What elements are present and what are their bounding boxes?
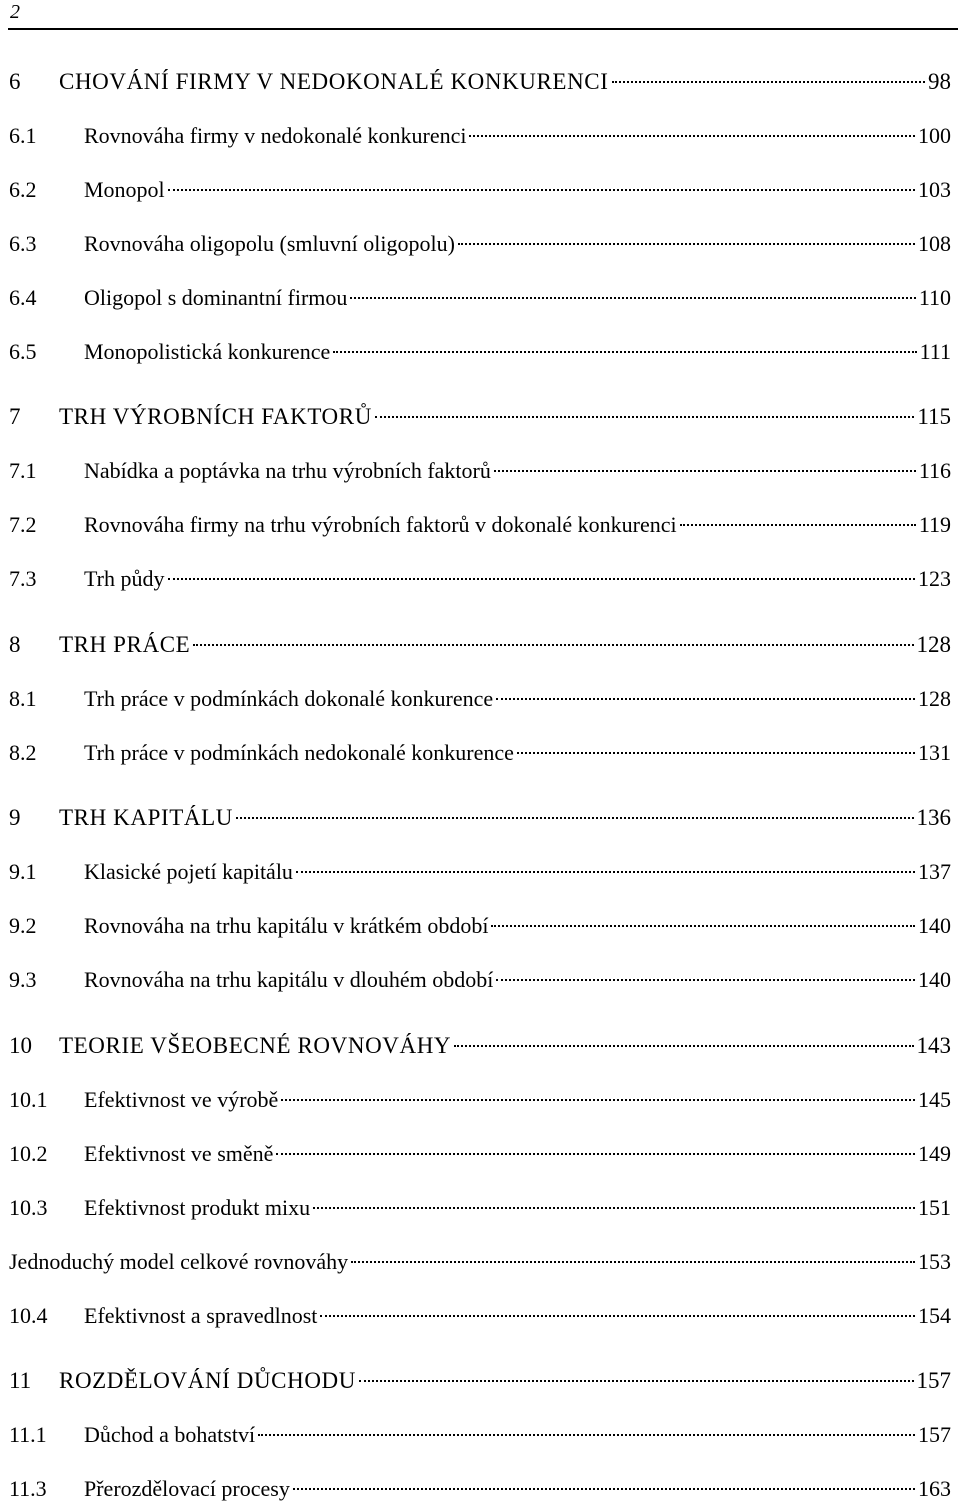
toc-entry-page: 116 — [918, 458, 951, 483]
toc-entry[interactable] — [9, 510, 951, 540]
toc-entry-page: 153 — [918, 1249, 951, 1274]
toc-entry-title: Trh půdy — [84, 566, 165, 591]
toc-entry-title: Rovnováha firmy v nedokonalé konkurenci — [84, 123, 467, 148]
toc-entry-title: Efektivnost ve směně — [84, 1141, 274, 1166]
toc-entry-page: 151 — [918, 1195, 951, 1220]
toc-entry-page: 149 — [918, 1141, 951, 1166]
toc-dot-leader — [313, 1207, 915, 1209]
toc-entry-title: Rovnováha oligopolu (smluvní oligopolu) — [84, 231, 455, 256]
toc-entry-number: 7.2 — [9, 512, 37, 537]
toc-entry-number: 9.1 — [9, 859, 37, 884]
toc-entry-page: 119 — [918, 512, 951, 537]
toc-dot-leader — [494, 470, 916, 472]
toc-entry-title: Oligopol s dominantní firmou — [84, 285, 348, 310]
toc-entry-title: Rovnováha na trhu kapitálu v dlouhém období — [84, 967, 494, 992]
toc-entry-page: 154 — [918, 1303, 951, 1328]
toc-entry[interactable] — [9, 1301, 951, 1331]
toc-entry[interactable] — [9, 456, 951, 486]
toc-entry-number: 6.1 — [9, 123, 37, 148]
toc-dot-leader — [359, 1380, 914, 1382]
toc-dot-leader — [351, 1261, 915, 1263]
toc-entry-title: Rovnováha firmy na trhu výrobních faktorů v dokonalé konkurenci — [84, 512, 677, 537]
toc-entry-number: 9.2 — [9, 913, 37, 938]
toc-entry-page: 163 — [918, 1476, 951, 1501]
toc-dot-leader — [193, 644, 913, 646]
toc-dot-leader — [281, 1099, 915, 1101]
toc-dot-leader — [168, 189, 915, 191]
toc-entry-number: 10.2 — [9, 1141, 48, 1166]
toc-entry-number: 9 — [9, 805, 21, 830]
toc-entry-number: 6.3 — [9, 231, 37, 256]
toc-dot-leader — [276, 1153, 915, 1155]
toc-entry[interactable] — [9, 283, 951, 313]
toc-entry[interactable] — [9, 738, 951, 768]
toc-entry-title: Přerozdělovací procesy — [84, 1476, 290, 1501]
toc-entry-title: TRH VÝROBNÍCH FAKTORŮ — [59, 404, 372, 429]
toc-entry-number: 6.4 — [9, 285, 37, 310]
toc-entry-page: 103 — [918, 177, 951, 202]
toc-entry[interactable] — [9, 1247, 951, 1277]
toc-entry-title: Efektivnost a spravedlnost — [84, 1303, 318, 1328]
toc-entry[interactable] — [9, 630, 951, 660]
toc-entry[interactable] — [9, 229, 951, 259]
toc-entry[interactable] — [9, 175, 951, 205]
toc-entry-number: 9.3 — [9, 967, 37, 992]
toc-entry-page: 100 — [918, 123, 951, 148]
toc-entry-number: 11.3 — [9, 1476, 47, 1501]
toc-dot-leader — [258, 1434, 915, 1436]
toc-entry-page: 128 — [916, 632, 951, 657]
toc-entry-number: 10 — [9, 1033, 32, 1058]
toc-entry-number: 8.2 — [9, 740, 37, 765]
toc-entry-number: 6 — [9, 69, 21, 94]
toc-entry-number: 6.5 — [9, 339, 37, 364]
toc-entry[interactable] — [9, 965, 951, 995]
toc-entry[interactable] — [9, 67, 951, 97]
toc-entry-number: 7.1 — [9, 458, 37, 483]
toc-dot-leader — [320, 1315, 915, 1317]
toc-dot-leader — [496, 698, 915, 700]
toc-entry-number: 7 — [9, 404, 21, 429]
toc-entry-page: 143 — [916, 1033, 951, 1058]
toc-dot-leader — [350, 297, 915, 299]
toc-dot-leader — [168, 578, 916, 580]
toc-entry[interactable] — [9, 1420, 951, 1450]
toc-dot-leader — [612, 81, 926, 83]
toc-entry-number: 6.2 — [9, 177, 37, 202]
toc-entry-page: 140 — [918, 913, 951, 938]
toc-dot-leader — [375, 416, 914, 418]
toc-entry[interactable] — [9, 564, 951, 594]
page-number: 2 — [10, 1, 20, 23]
toc-entry[interactable] — [9, 1474, 951, 1504]
toc-entry-title: TEORIE VŠEOBECNÉ ROVNOVÁHY — [59, 1033, 452, 1058]
toc-entry-page: 108 — [918, 231, 951, 256]
toc-entry-page: 157 — [918, 1422, 951, 1447]
toc-entry-page: 98 — [928, 69, 951, 94]
toc-entry-title: Nabídka a poptávka na trhu výrobních faktorů — [84, 458, 491, 483]
toc-entry-title: Monopolistická konkurence — [84, 339, 331, 364]
toc-entry-title: Trh práce v podmínkách dokonalé konkurence — [84, 686, 494, 711]
toc-entry-title: Jednoduchý model celkové rovnováhy — [9, 1249, 349, 1274]
toc-entry-page: 137 — [918, 859, 951, 884]
toc-entry-page: 111 — [919, 339, 951, 364]
toc-entry-page: 128 — [918, 686, 951, 711]
toc-entry-page: 140 — [918, 967, 951, 992]
toc-entry-number: 11.1 — [9, 1422, 47, 1447]
toc-entry-title: Monopol — [84, 177, 165, 202]
toc-dot-leader — [293, 1488, 915, 1490]
toc-entry-page: 136 — [916, 805, 951, 830]
toc-entry-page: 131 — [918, 740, 951, 765]
toc-dot-leader — [236, 817, 914, 819]
toc-entry[interactable] — [9, 1139, 951, 1169]
toc-dot-leader — [496, 979, 915, 981]
toc-entry-title: Efektivnost produkt mixu — [84, 1195, 311, 1220]
toc-dot-leader — [458, 243, 915, 245]
toc-entry-number: 10.3 — [9, 1195, 48, 1220]
toc-entry-title: Trh práce v podmínkách nedokonalé konkurence — [84, 740, 514, 765]
toc-dot-leader — [454, 1045, 913, 1047]
toc-dot-leader — [333, 351, 916, 353]
toc-entry-title: Klasické pojetí kapitálu — [84, 859, 293, 884]
toc-entry-number: 8 — [9, 632, 21, 657]
toc-entry-number: 7.3 — [9, 566, 37, 591]
toc-entry-number: 10.4 — [9, 1303, 48, 1328]
toc-entry[interactable] — [9, 1366, 951, 1396]
toc-entry-page: 145 — [918, 1087, 951, 1112]
toc-entry[interactable] — [9, 1193, 951, 1223]
toc-entry[interactable] — [9, 857, 951, 887]
toc-dot-leader — [491, 925, 915, 927]
toc-entry[interactable] — [9, 803, 951, 833]
toc-entry[interactable] — [9, 1085, 951, 1115]
toc-dot-leader — [517, 752, 915, 754]
toc-entry[interactable] — [9, 684, 951, 714]
toc-entry-page: 123 — [918, 566, 951, 591]
toc-entry[interactable] — [9, 121, 951, 151]
toc-entry-title: TRH KAPITÁLU — [59, 805, 233, 830]
toc-entry-page: 157 — [916, 1368, 951, 1393]
toc-entry-title: Rovnováha na trhu kapitálu v krátkém období — [84, 913, 489, 938]
toc-entry-title: TRH PRÁCE — [59, 632, 191, 657]
toc-entry-number: 8.1 — [9, 686, 37, 711]
toc-entry-number: 10.1 — [9, 1087, 48, 1112]
toc-entry-title: ROZDĚLOVÁNÍ DŮCHODU — [59, 1368, 356, 1393]
toc-entry-title: Důchod a bohatství — [84, 1422, 256, 1447]
toc-entry-page: 110 — [918, 285, 951, 310]
toc-entry[interactable] — [9, 402, 951, 432]
toc-entry-number: 11 — [9, 1368, 32, 1393]
toc-entry-title: Efektivnost ve výrobě — [84, 1087, 279, 1112]
toc-entry[interactable] — [9, 1031, 951, 1061]
toc-dot-leader — [680, 524, 916, 526]
toc-dot-leader — [296, 871, 915, 873]
toc-entry-page: 115 — [917, 404, 951, 429]
toc-entry[interactable] — [9, 337, 951, 367]
toc-entry[interactable] — [9, 911, 951, 941]
toc-entry-title: CHOVÁNÍ FIRMY V NEDOKONALÉ KONKURENCI — [59, 69, 609, 94]
toc-dot-leader — [469, 135, 915, 137]
